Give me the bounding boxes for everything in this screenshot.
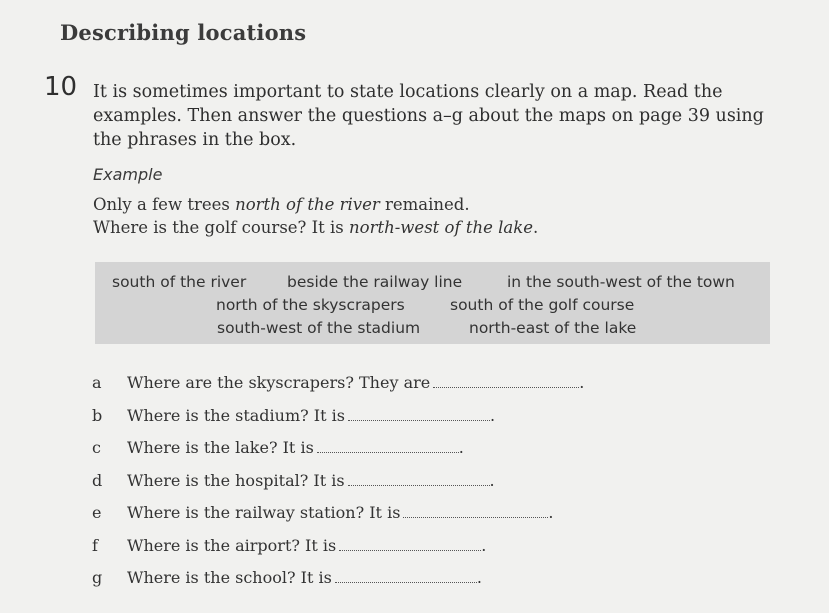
section-title: Describing locations — [60, 20, 307, 45]
question-text: Where is the school? It is — [127, 568, 332, 587]
example-1-prefix: Only a few trees — [93, 195, 236, 214]
question-text: Where is the stadium? It is — [127, 405, 345, 425]
answer-blank[interactable] — [317, 440, 459, 453]
phrase-box — [95, 262, 770, 344]
example-heading: Example — [93, 165, 163, 184]
question-text: Where is the railway station? It is — [127, 503, 401, 522]
question-item — [92, 438, 652, 471]
question-end: . — [481, 535, 487, 555]
question-end: . — [489, 470, 495, 490]
example-text — [93, 193, 538, 239]
phrase-item: north-east of the lake — [469, 319, 637, 337]
answer-blank[interactable] — [348, 473, 490, 486]
question-item — [92, 373, 652, 406]
question-item — [92, 536, 652, 569]
example-2-suffix: . — [532, 218, 539, 237]
instruction-line: the phrases in the box. — [93, 130, 297, 150]
question-end: . — [489, 405, 496, 425]
question-letter: e — [92, 503, 102, 522]
question-list — [92, 373, 652, 601]
question-end: . — [579, 373, 585, 392]
exercise-instructions — [93, 80, 783, 152]
question-end: . — [458, 438, 464, 457]
question-letter: c — [92, 438, 101, 457]
answer-blank[interactable] — [339, 538, 481, 551]
question-text: Where is the lake? It is — [127, 438, 314, 457]
question-end: . — [548, 503, 554, 522]
question-item — [92, 471, 652, 504]
question-letter: b — [92, 405, 103, 425]
answer-blank[interactable] — [433, 375, 579, 388]
question-letter: g — [92, 568, 103, 587]
answer-blank[interactable] — [348, 408, 490, 421]
question-text: Where are the skyscrapers? They are — [127, 373, 431, 392]
answer-blank[interactable] — [335, 570, 477, 583]
question-item — [92, 503, 652, 536]
instruction-line: examples. Then answer the questions a–g about the maps on page 39 using — [93, 106, 764, 126]
answer-blank[interactable] — [403, 505, 548, 518]
phrase-item: in the south-west of the town — [507, 273, 735, 291]
instruction-line: It is sometimes important to state locations clearly on a map. Read the — [93, 82, 723, 102]
phrase-item: south of the river — [112, 273, 247, 291]
example-2-phrase: north-west of the lake — [349, 218, 533, 237]
question-item — [92, 568, 652, 601]
question-item — [92, 406, 652, 439]
phrase-item: south of the golf course — [450, 296, 635, 314]
question-letter: f — [92, 535, 98, 555]
question-letter: d — [92, 470, 103, 490]
example-2-prefix: Where is the golf course? It is — [93, 218, 350, 237]
question-end: . — [476, 568, 482, 587]
example-1-phrase: north of the river — [235, 195, 380, 214]
phrase-item: north of the skyscrapers — [216, 296, 405, 314]
question-letter: a — [92, 373, 102, 392]
phrase-item: beside the railway line — [287, 273, 463, 291]
example-sentence-2 — [93, 216, 538, 239]
example-sentence-1 — [93, 193, 538, 216]
phrase-item: south-west of the stadium — [217, 319, 421, 337]
exercise-number: 10 — [44, 72, 78, 102]
example-1-suffix: remained. — [379, 195, 470, 214]
question-text: Where is the airport? It is — [127, 535, 337, 555]
question-text: Where is the hospital? It is — [127, 470, 345, 490]
